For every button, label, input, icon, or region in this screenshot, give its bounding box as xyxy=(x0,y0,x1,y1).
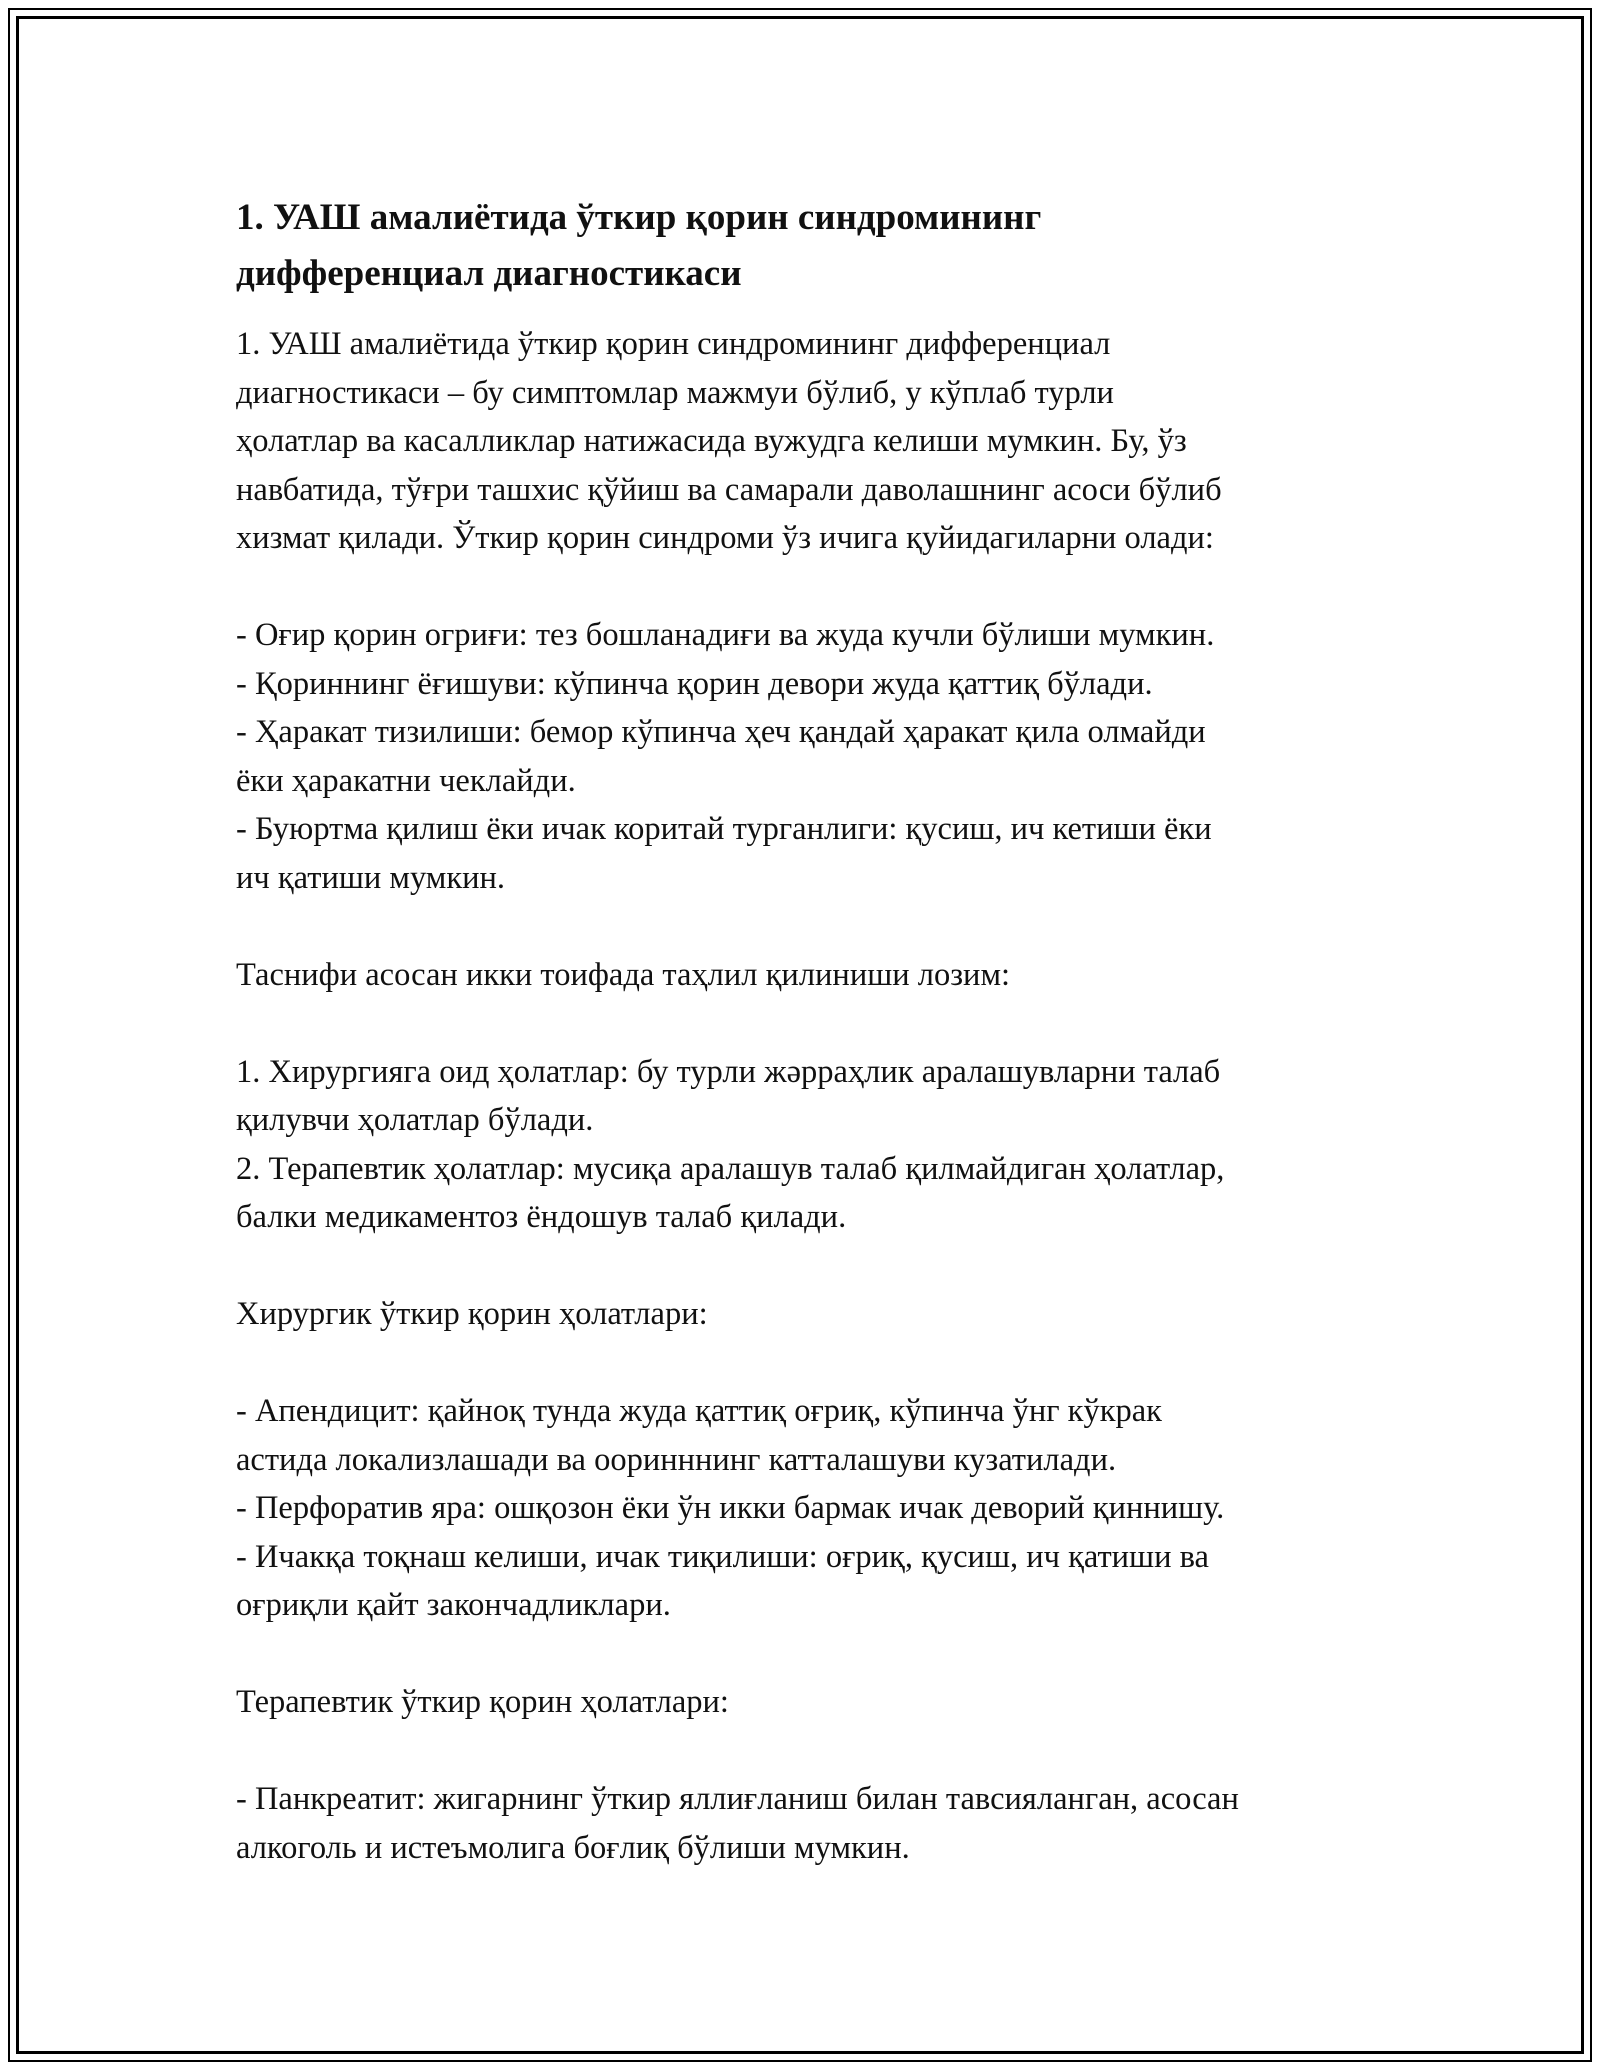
title-line: дифференциал диагностикаси xyxy=(236,253,742,294)
paragraph-gap xyxy=(236,1339,1386,1388)
list-item: балки медикаментоз ёндошув талаб қилади. xyxy=(236,1199,847,1235)
list-item: - Перфоратив яра: ошқозон ёки ўн икки бармак ичак деворий қиннишу. xyxy=(236,1490,1225,1526)
document-body xyxy=(236,190,1386,1872)
list-item: - Оғир қорин огриғи: тез бошланадиғи ва жуда кучли бўлиши мумкин. xyxy=(236,617,1215,653)
list-item: астида локализлашади ва ооринннинг катталашуви кузатилади. xyxy=(236,1441,1117,1478)
classification-intro: Таснифи асосан икки тоифада таҳлил қилиниши лозим: xyxy=(236,956,1011,993)
intro-paragraph xyxy=(236,320,1386,563)
text-line: диагностикаси – бу симптомлар мажмуи бўлиб, у кўплаб турли xyxy=(236,374,1114,411)
title-line: 1. УАШ амалиётида ўткир қорин синдромининг xyxy=(236,197,1042,238)
symptoms-list xyxy=(236,611,1386,902)
list-item: - Қориннинг ёғишуви: кўпинча қорин девори жуда қаттиқ бўлади. xyxy=(236,665,1153,702)
list-item: ич қатиши мумкин. xyxy=(236,859,506,896)
paragraph-gap xyxy=(236,1242,1386,1291)
list-item: - Буюртма қилиш ёки ичак коритай турганлиги: қусиш, ич кетиши ёки xyxy=(236,811,1212,847)
text-line: 1. УАШ амалиётида ўткир қорин синдромининг дифференциал xyxy=(236,326,1111,362)
paragraph-gap xyxy=(236,563,1386,612)
list-item: қилувчи ҳолатлар бўлади. xyxy=(236,1102,594,1138)
therapeutic-list xyxy=(236,1775,1386,1872)
paragraph-gap xyxy=(236,1630,1386,1679)
list-item: 1. Хирургияга оид ҳолатлар: бу турли жәррaҳлик аралашувларни талаб xyxy=(236,1053,1221,1090)
list-item: алкоголь и истеъмолига боғлиқ бўлиши мумкин. xyxy=(236,1829,910,1866)
paragraph-gap xyxy=(236,999,1386,1048)
list-item: 2. Терапевтик ҳолатлар: мусиқа аралашув талаб қилмайдиган ҳолатлар, xyxy=(236,1150,1225,1187)
list-item: оғриқли қайт закончадликлари. xyxy=(236,1587,671,1623)
paragraph-gap xyxy=(236,902,1386,951)
list-item: - Апендицит: қайноқ тунда жуда қаттиқ оғриқ, кўпинча ўнг кўкрак xyxy=(236,1393,1162,1429)
list-item: - Ҳаракат тизилиши: бемор кўпинча ҳеч қандай ҳаракат қила олмайди xyxy=(236,714,1206,750)
surgical-list xyxy=(236,1387,1386,1630)
categories-list xyxy=(236,1048,1386,1242)
surgical-heading: Хирургик ўткир қорин ҳолатлари: xyxy=(236,1296,708,1332)
text-line: навбатида, тўғри ташхис қўйиш ва самарали даволашнинг асоси бўлиб xyxy=(236,471,1222,508)
text-line: хизмат қилади. Ўткир қорин синдроми ўз ичига қуйидагиларни олади: xyxy=(236,520,1214,556)
list-item: - Ичакқа тоқнаш келиши, ичак тиқилиши: оғриқ, қусиш, ич қатиши ва xyxy=(236,1538,1209,1575)
text-line: ҳолатлар ва касалликлар натижасида вужудга келиши мумкин. Бу, ўз xyxy=(236,423,1187,459)
paragraph-gap xyxy=(236,1727,1386,1776)
therapeutic-heading: Терапевтик ўткир қорин ҳолатлари: xyxy=(236,1684,729,1720)
list-item: ёки ҳаракатни чеклайди. xyxy=(236,762,576,799)
list-item: - Панкреатит: жигарнинг ўткир яллиғланиш билан тавсияланган, асосан xyxy=(236,1781,1239,1817)
document-title xyxy=(236,190,1386,302)
